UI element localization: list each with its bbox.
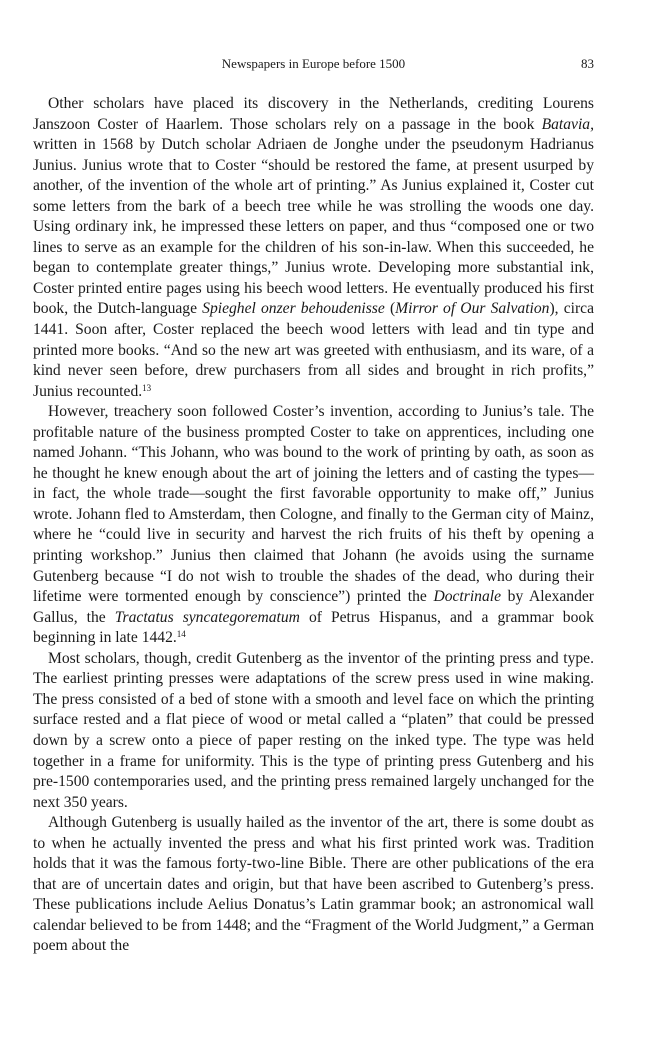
- text-run: Other scholars have placed its discovery in the Netherlands, crediting Lourens Janszoon Coster of Haarlem. Those scholars rely on a passage in the book: [33, 95, 594, 133]
- text-run: Although Gutenberg is usually hailed as the inventor of the art, there is some doubt as to when he actually invented the press and what his first printed work was. Tradition holds that it was the famous forty-two-line Bible. There are other publications of the era that are of uncertain dates and origin, but that have been ascribed to Gutenberg’s press. These publications include Aelius Donatus’s Latin grammar book; an astronomical wall calendar believed to be from 1448; and the “Fragment of the World Judgment,” a German poem about the: [33, 814, 594, 955]
- book-title-italic: Doctrinale: [433, 588, 502, 606]
- paragraph: [33, 649, 594, 813]
- text-run: ), circa 1441. Soon after, Coster replaced the beech wood letters with lead and tin type and printed more books. “And so the new art was greeted with enthusiasm, and its ware, of a kind never seen before, drew purchasers from all sides and brought in rich profits,” Junius recounted.: [33, 300, 595, 400]
- book-title-italic: Mirror of Our Salvation: [395, 300, 550, 318]
- running-head: [33, 56, 594, 74]
- paragraph: [33, 813, 594, 957]
- running-head-title: Newspapers in Europe before 1500: [221, 56, 406, 71]
- paragraph: [33, 402, 594, 649]
- book-title-italic: Spieghel onzer behoudenisse: [202, 300, 385, 318]
- text-run: of Petrus Hispanus, and a grammar book beginning in late 1442.: [33, 608, 594, 647]
- body-text: [33, 94, 594, 957]
- text-run: Most scholars, though, credit Gutenberg as the inventor of the printing press and type. The earliest printing presses were adaptations of the screw press used in wine making. The press consisted of a bed of stone with a smooth and level face on which the printing surface rested and a flat piece of wood or metal called a “platen” that could be pressed down by a screw onto a piece of paper resting on the inked type. The type was held together in a frame for uniformity. This is the type of printing press Gutenberg and his pre-1500 contemporaries used, and the printing press remained largely unchanged for the next 350 years.: [33, 649, 594, 811]
- footnote-marker: 14: [176, 629, 186, 640]
- text-run: written in 1568 by Dutch scholar Adriaen de Jonghe under the pseudonym Hadrianus Junius. Junius wrote that to Coster “should be restored the fame, at present usurped by another, of the invention of the whole art of printing.” As Junius explained it, Coster cut some letters from the bark of a beech tree while he was strolling the woods one day. Using ordinary ink, he impressed these letters on paper, and thus “composed one or two lines to serve as an example for the children of his son-in-law. When this succeeded, he began to contemplate greater things,” Junius wrote. Developing more substantial ink, Coster printed entire pages using his beech wood letters. He eventually produced his first book, the Dutch-language: [33, 136, 594, 318]
- text-run: by Alexander Gallus, the: [33, 588, 594, 626]
- footnote-marker: 13: [142, 382, 152, 393]
- book-title-italic: Tractatus syncategorematum: [114, 608, 300, 626]
- page-number: 83: [581, 56, 594, 71]
- text-run: However, treachery soon followed Coster’s invention, according to Junius’s tale. The profitable nature of the business prompted Coster to take on apprentices, including one named Johann. “This Johann, who was bound to the work of printing by oath, as soon as he thought he knew enough about the art of joining the letters and of casting the types—in fact, the whole trade—sought the first favorable opportunity to make off,” Junius wrote. Johann fled to Amsterdam, then Cologne, and finally to the German city of Mainz, where he “could live in security and harvest the rich fruits of his theft by opening a printing workshop.” Junius then claimed that Johann (he avoids using the surname Gutenberg because “I do not wish to trouble the shades of the dead, who during their lifetime were tormented enough by conscience”) printed the: [33, 403, 594, 606]
- text-run: (: [384, 300, 396, 318]
- paragraph: [33, 94, 594, 402]
- book-title-italic: Batavia,: [541, 115, 594, 133]
